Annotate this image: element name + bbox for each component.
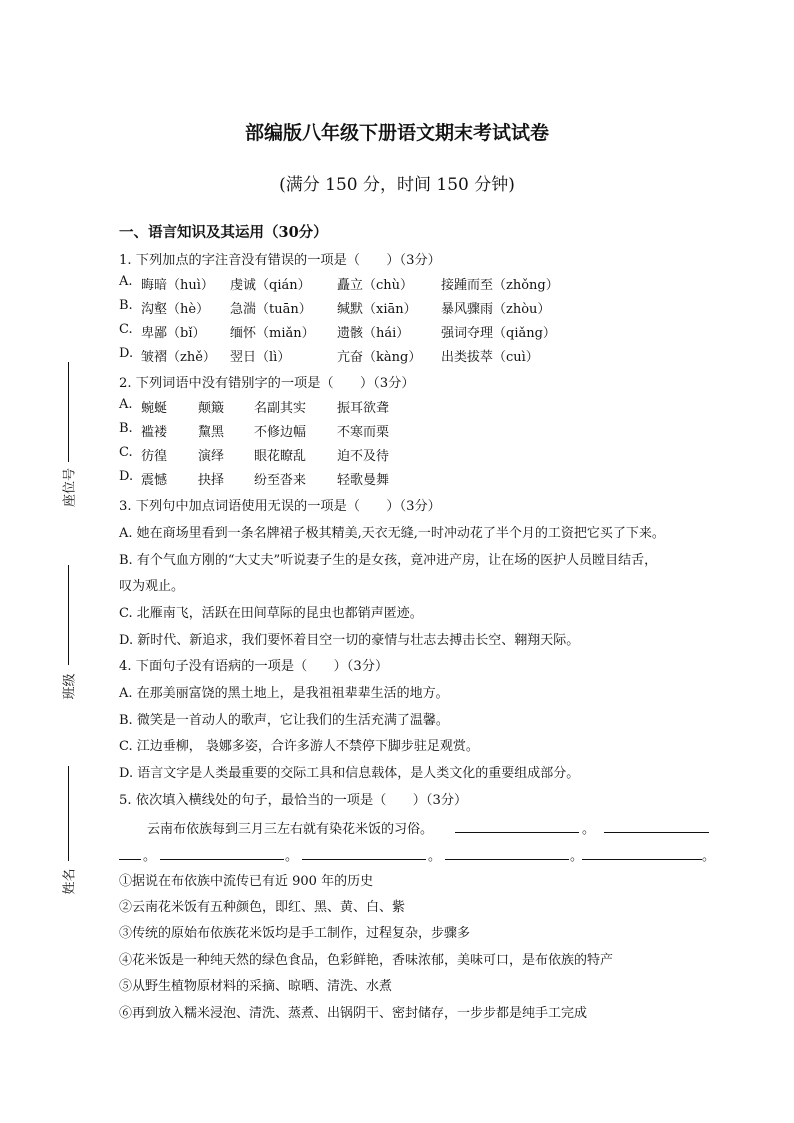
- option-item: 不寒而栗: [337, 425, 390, 440]
- option-letter: C.: [119, 322, 133, 337]
- seat-number-label: 座位号: [62, 468, 78, 508]
- sentence-1: ①据说在布依族中流传已有近 900 年的历史: [119, 874, 374, 889]
- option-item: 皱褶（zhě）: [141, 350, 216, 365]
- option-item: 黧黑: [198, 425, 225, 440]
- q1-option-d: [119, 346, 539, 365]
- blank-6[interactable]: [582, 859, 702, 860]
- blank-punct: 。: [702, 849, 716, 864]
- q1-option-a: [119, 274, 559, 293]
- q1-option-c: [119, 322, 556, 341]
- blank-punct: 。: [570, 849, 584, 864]
- q3-option-d: D. 新时代、新追求，我们要怀着目空一切的豪情与壮志去搏击长空、翱翔天际。: [119, 633, 580, 648]
- option-item: 眼花瞭乱: [254, 449, 307, 464]
- question-2-stem: 2. 下列词语中没有错别字的一项是（ ）（3分）: [119, 376, 415, 391]
- option-item: 振耳欲聋: [337, 401, 390, 416]
- option-letter: A.: [119, 397, 133, 412]
- option-item: 颠簸: [198, 401, 225, 416]
- option-item: 演绎: [198, 449, 225, 464]
- option-item: 轻歌曼舞: [337, 473, 390, 488]
- binding-line-3: [68, 766, 69, 861]
- blank-5[interactable]: [445, 859, 569, 860]
- binding-line-1: [68, 362, 69, 462]
- blank-4[interactable]: [302, 859, 426, 860]
- q3-option-b: B. 有个气血方刚的“大丈夫”听说妻子生的是女孩，竟冲进产房，让在场的医护人员瞠目结舌，: [119, 553, 658, 568]
- option-item: 抉择: [198, 473, 225, 488]
- page-title: 部编版八年级下册语文期末考试试卷: [244, 122, 549, 144]
- option-letter: C.: [119, 445, 133, 460]
- option-letter: D.: [119, 346, 134, 361]
- q3-option-c: C. 北雁南飞，活跃在田间草际的昆虫也都销声匿迹。: [119, 606, 423, 621]
- option-item: 缄默（xiān）: [337, 302, 417, 317]
- option-item: 迫不及待: [337, 449, 390, 464]
- class-label: 班级: [62, 673, 78, 700]
- question-3-stem: 3. 下列句中加点词语使用无误的一项是（ ）（3分）: [119, 499, 441, 514]
- option-item: 出类拔萃（cuì）: [441, 350, 539, 365]
- blank-punct: 。: [285, 849, 299, 864]
- blank-3[interactable]: [160, 859, 284, 860]
- section-heading: 一、语言知识及其运用（30分）: [119, 224, 328, 241]
- sentence-2: ②云南花米饭有五种颜色，即红、黑、黄、白、紫: [119, 900, 406, 915]
- blank-2-continued[interactable]: [119, 859, 141, 860]
- q3-option-a: A. 她在商场里看到一条名牌裙子极其精美,天衣无缝,一时冲动花了半个月的工资把它买了下来。: [119, 526, 665, 541]
- option-item: 翌日（lì）: [230, 350, 291, 365]
- option-item: 遗骸（hái）: [337, 326, 410, 341]
- option-item: 名副其实: [254, 401, 307, 416]
- page-subtitle: (满分 150 分，时间 150 分钟): [279, 175, 515, 195]
- option-item: 彷徨: [141, 449, 168, 464]
- blank-punct: 。: [582, 822, 596, 837]
- option-item: 亢奋（kàng）: [337, 350, 422, 365]
- q5-intro: 云南布依族每到三月三左右就有染花米饭的习俗。: [147, 822, 434, 837]
- sentence-4: ④花米饭是一种纯天然的绿色食品，色彩鲜艳，香味浓郁，美味可口，是布依族的特产: [119, 953, 614, 968]
- option-item: 震憾: [141, 473, 168, 488]
- option-letter: D.: [119, 469, 134, 484]
- option-item: 褴褛: [141, 425, 168, 440]
- option-item: 接踵而至（zhǒng）: [441, 278, 559, 293]
- question-1-stem: 1. 下列加点的字注音没有错误的一项是（ ）（3分）: [119, 253, 441, 268]
- option-item: 强词夺理（qiǎng）: [441, 326, 556, 341]
- option-letter: B.: [119, 421, 133, 436]
- name-label: 姓名: [62, 868, 78, 895]
- q2-option-a: [119, 397, 390, 416]
- question-5-stem: 5. 依次填入横线处的句子，最恰当的一项是（ ）（3分）: [119, 793, 468, 808]
- q4-option-a: A. 在那美丽富饶的黑土地上，是我祖祖辈辈生活的地方。: [119, 686, 449, 701]
- option-item: 暴风骤雨（zhòu）: [441, 302, 551, 317]
- blank-2[interactable]: [604, 832, 709, 833]
- q3-option-b-continued: 叹为观止。: [119, 579, 185, 594]
- option-item: 缅怀（miǎn）: [230, 326, 315, 341]
- q2-option-c: [119, 445, 390, 464]
- binding-line-2: [68, 565, 69, 665]
- blank-1[interactable]: [455, 832, 579, 833]
- option-item: 不修边幅: [254, 425, 307, 440]
- sentence-3: ③传统的原始布依族花米饭均是手工制作，过程复杂，步骤多: [119, 926, 471, 941]
- q2-option-d: [119, 469, 390, 488]
- blank-punct: 。: [143, 849, 157, 864]
- blank-punct: 。: [428, 849, 442, 864]
- option-item: 急湍（tuān）: [230, 302, 312, 317]
- q4-option-b: B. 微笑是一首动人的歌声，它让我们的生活充满了温馨。: [119, 713, 449, 728]
- sentence-5: ⑤从野生植物原材料的采摘、晾晒、清洗、水煮: [119, 979, 393, 994]
- option-item: 矗立（chù）: [337, 278, 414, 293]
- option-letter: A.: [119, 274, 133, 289]
- option-letter: B.: [119, 298, 133, 313]
- option-item: 蜿蜒: [141, 401, 168, 416]
- option-item: 卑鄙（bǐ）: [141, 326, 206, 341]
- option-item: 虔诚（qián）: [230, 278, 311, 293]
- q1-option-b: [119, 298, 551, 317]
- question-4-stem: 4. 下面句子没有语病的一项是（ ）（3分）: [119, 659, 389, 674]
- option-item: 沟壑（hè）: [141, 302, 210, 317]
- q4-option-c: C. 江边垂柳， 袅娜多姿，合许多游人不禁停下脚步驻足观赏。: [119, 739, 479, 754]
- option-item: 晦暗（huì）: [141, 278, 214, 293]
- q4-option-d: D. 语言文字是人类最重要的交际工具和信息载体，是人类文化的重要组成部分。: [119, 766, 580, 781]
- option-item: 纷至沓来: [254, 473, 307, 488]
- q2-option-b: [119, 421, 390, 440]
- sentence-6: ⑥再到放入糯米浸泡、清洗、蒸煮、出锅阴干、密封储存，一步步都是纯手工完成: [119, 1006, 588, 1021]
